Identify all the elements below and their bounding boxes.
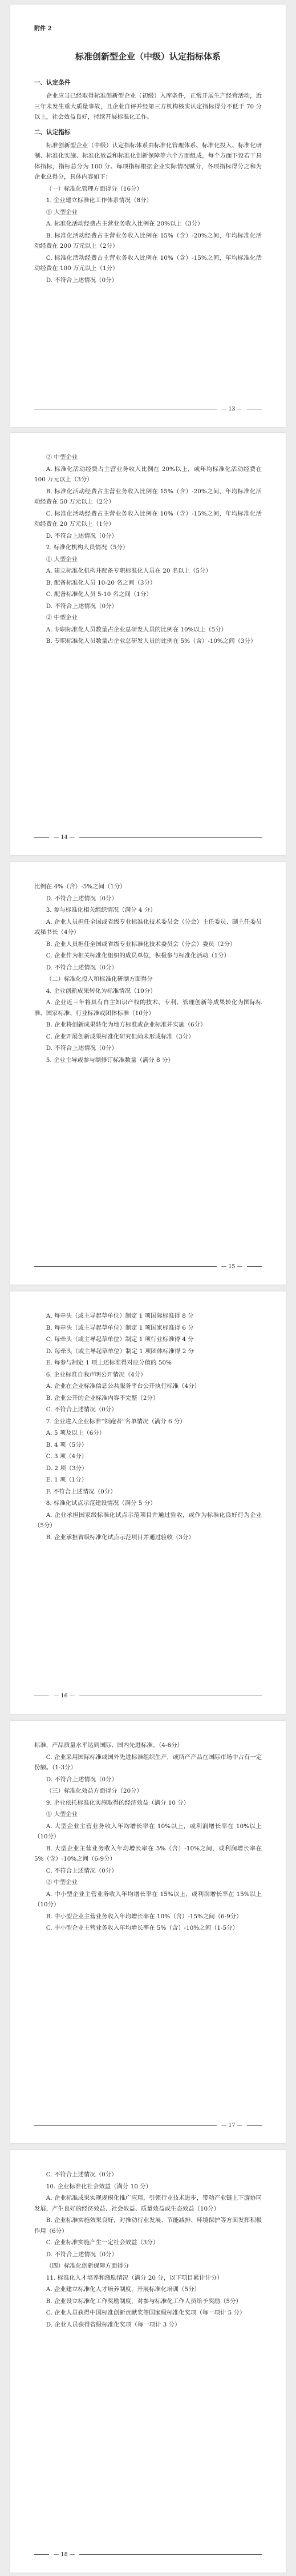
page-content <box>10 862 286 1065</box>
paragraph: B. 标准化活动经费占主营业务收入比例在 15%（含）-20%之间，年均标准化活动经费在 50 万元以上（2分） <box>34 488 262 506</box>
paragraph: D. 不符合上述情况（0分） <box>46 2251 117 2258</box>
paragraph: E. 1 项（1分） <box>46 1476 88 1484</box>
paragraph: （四）标准化创新保障方面得分 <box>46 2263 129 2270</box>
paragraph: 1. 企业建立标准化工作体系情况（8分） <box>46 197 152 204</box>
paragraph: A. 标准化活动经费占主营业务收入比例在 20%以上（3分） <box>46 220 204 228</box>
page-footer <box>34 1263 262 1270</box>
paragraph: B. 大型企业主营业务收入年均增长率在 5%（含）-10%之间，或利润增长率在 5%（含）-10%之间（6-9分） <box>34 1845 262 1863</box>
paragraph: B. 企业设立标准化工作奖励制度，对参与标准化工作人员给予奖励（5分） <box>46 2297 242 2305</box>
page-content <box>10 433 286 647</box>
footer-rule <box>34 2125 217 2126</box>
paragraph: ① 大型企业 <box>46 556 78 563</box>
page-number: — 15 — <box>221 1263 242 1270</box>
document-page <box>10 5 286 427</box>
paragraph: C. 3 项（4分） <box>46 1453 88 1460</box>
paragraph: 11. 标准化人才培养和激励情况（满分 20 分，以下项目累计计分） <box>46 2274 223 2281</box>
document-page <box>10 1291 286 1714</box>
paragraph: D. 不符合上述情况（0分） <box>46 1776 117 1783</box>
paragraph: A. 5 项及以上（6分） <box>46 1430 106 1437</box>
page-number: — 14 — <box>54 834 75 840</box>
paragraph: ② 中型企业 <box>46 614 78 622</box>
paragraph: D. 不符合上述情况（0分） <box>46 276 117 284</box>
page-footer <box>34 406 262 412</box>
page-footer <box>34 834 262 840</box>
paragraph: 8. 标准化试点示范建设情况（满分 5 分） <box>46 1500 156 1507</box>
paragraph: 5. 企业主导或参与制修订标准数量（满分 8 分） <box>46 1056 174 1064</box>
paragraph: C. 不符合上述情况（0分） <box>46 1867 117 1874</box>
paragraph: B. 企业承担省级标准化试点示范项目并通过验收（3分） <box>46 1533 194 1541</box>
document-title: 标准创新型企业（中级）认定指标体系 <box>75 51 221 62</box>
paragraph: A. 每牵头（或主导起草单位）制定 1 项国际标准得 8 分 <box>46 1313 194 1319</box>
page-number: — 17 — <box>221 2122 242 2128</box>
paragraph: 6. 企业标准自我声明公开情况（4分） <box>46 1371 147 1378</box>
paragraph: C. 企业作为相关标准化组织的成员单位，积极参与标准化活动（1分） <box>46 952 230 960</box>
footer-rule <box>79 837 262 838</box>
footer-rule <box>34 2554 49 2555</box>
paragraph: B. 企业人员担任全国或省级专业标准化技术委员会（分会）委员（2分） <box>46 940 236 948</box>
paragraph: B. 企业将创新成果转化为地方标准或企业标准并实施（6分） <box>46 1021 206 1029</box>
paragraph: B. 企业标准实施效果良好，对推动行业发展、节能减排、环境保护等方面发挥积极作用（6分） <box>34 2217 262 2235</box>
document-page <box>10 2150 286 2573</box>
paragraph: A. 企业在企业标准信息公共服务平台公开执行标准（4分） <box>46 1383 200 1390</box>
paragraph: 比例在 4%（含）-5%之间（1分） <box>34 883 126 890</box>
paragraph: 企业应当已经取得标准创新型企业（初级）入库条件，正常开展生产经营活动，近三年未发生重大质量事故，且企业自评并经第三方机构核实认定指标得分不低于 70 分以上，社会效益良好，持续开展标准化工作。 <box>34 92 262 121</box>
paragraph: B. 企业公开的企业标准内容不完整（2分） <box>46 1394 159 1402</box>
paragraph: A. 建立标准化机构并配备专职标准化人员在 20 名以上（5分） <box>46 567 212 575</box>
paragraph: A. 企业人员担任全国或省级专业标准化技术委员会（分会）主任委员、副主任委员或秘书长（4分） <box>34 918 262 936</box>
paragraph: ① 大型企业 <box>46 1811 78 1818</box>
paragraph: A. 企业建立标准化人才培养制度，开展标准化培训（5分） <box>46 2286 200 2293</box>
paragraph: C. 企业人员获得中国标准创新贡献奖等国家级标准化奖项（每一项计 5 分） <box>46 2309 246 2317</box>
page-number: — 13 — <box>221 406 242 412</box>
paragraph: D. 不符合上述情况（0分） <box>46 895 117 902</box>
paragraph: 4. 企业创新成果转化为标准情况（10分） <box>46 987 156 995</box>
page-number: — 18 — <box>54 2551 75 2558</box>
page-footer <box>34 1693 262 1699</box>
paragraph: B. 配备标准化人员 10-20 名之间（3分） <box>46 579 156 586</box>
paragraph: （二）标准化投入和标准化研制方面得分 <box>46 976 153 983</box>
paragraph: D. 不符合上述情况（0分） <box>46 602 117 610</box>
paragraph: E. 每参与制定 1 项上述标准得对应分值的 50% <box>46 1359 172 1367</box>
paragraph: A. 大型企业主营业务收入年均增长率在 10%以上，或利润增长率在 10%以上（10分） <box>34 1822 262 1841</box>
paragraph: D. 不符合上述情况（0分） <box>46 964 117 971</box>
section-heading: 一、认定条件 <box>34 79 71 87</box>
paragraph: B. 中小型企业主营业务收入年均增长率在 10%（含）-15%之间（6-9分） <box>46 1913 242 1920</box>
page-content <box>10 1721 286 1934</box>
paragraph: A. 企业标准成果实现规模化推广应用，引领行业技术进步，带动产业链上下游协同发展，产生良好的经济效益、社会效益、质量效益或生态效益（10分） <box>34 2195 262 2212</box>
paragraph: D. 不符合上述情况（0分） <box>46 1045 117 1052</box>
footer-rule <box>34 837 49 838</box>
paragraph: 标准，产品质量水平达到国际、国内先进标准。（4-6分） <box>34 1742 183 1749</box>
paragraph: C. 不符合上述情况（0分） <box>46 1406 117 1414</box>
paragraph: C. 配备标准化人员 5-10 名之间（1分） <box>46 591 152 598</box>
section-heading: 二、认定指标 <box>34 128 71 136</box>
paragraph: D. 不符合上述情况（0分） <box>46 532 117 540</box>
paragraph: 7. 企业进入企业标准“领跑者”名单情况（满分 6 分） <box>46 1418 186 1425</box>
paragraph: A. 专职标准化人员数量占企业总研发人员的比例在 10%以上（5分） <box>46 626 228 633</box>
paragraph: B. 每牵头（或主导起草单位）制定 1 项国家标准得 6 分 <box>46 1324 194 1331</box>
paragraph: C. 标准化活动经费占主营业务收入比例在 10%（含）-15%之间，年均标准化活动经费在 100 万元以上（1分） <box>34 254 262 272</box>
page-number: — 16 — <box>54 1693 75 1699</box>
footer-rule <box>247 2125 262 2126</box>
paragraph: A. 标准化活动经费占主营业务收入比例在 20%以上，或年均标准化活动经费在 100 万元以上（3分） <box>34 465 262 484</box>
page-footer <box>34 2122 262 2128</box>
page-content <box>10 5 286 285</box>
paragraph: A. 企业承担国家级标准化试点示范项目并通过验收，或作为标准化良好行为企业（5分） <box>34 1511 262 1530</box>
document-page <box>10 433 286 855</box>
document-page <box>10 1721 286 2143</box>
page-content <box>10 2150 286 2330</box>
paragraph: ② 中型企业 <box>46 1879 78 1886</box>
footer-rule <box>79 2554 262 2555</box>
paragraph: C. 不符合上述情况（0分） <box>46 2171 117 2178</box>
paragraph: C. 企业标准实施产生一定社会效益（3分） <box>46 2239 159 2247</box>
paragraph: 10. 企业标准化社会效益（满分 10 分） <box>46 2183 152 2190</box>
paragraph: B. 专职标准化人员数量占企业总研发人员的比例在 5%（含）-10%之间（3分） <box>46 638 257 645</box>
document-page <box>10 862 286 1285</box>
paragraph: D. 每牵头（或主导起草单位）制定 1 项团体标准得 2 分 <box>46 1347 194 1355</box>
paragraph: B. 4 项（5分） <box>46 1441 88 1448</box>
footer-rule <box>34 1266 217 1267</box>
footer-rule <box>247 1266 262 1267</box>
paragraph: 标准创新型企业（中级）认定指标体系由标准化管理体系、标准化投入、标准化研制、标准化实施、标准化效益和标准化创新保障等六个方面组成，每个方面下设若干具体指标，指标总分为 100 分。每项指标根据企业实际情况赋分，各项指标得分之和为企业总得分，具体内容如下： <box>34 142 262 181</box>
paragraph: C. 企业开展创新成果标准化研究但尚未形成标准（3分） <box>46 1033 194 1040</box>
paragraph: ② 中型企业 <box>46 454 78 461</box>
page-footer <box>34 2551 262 2558</box>
paragraph: C. 企业采用国际标准或国外先进标准组织生产，或所产产品在国际市场中占有一定份额。（1-3分） <box>34 1753 262 1772</box>
paragraph: 3. 参与标准化相关组织情况（满分 4 分） <box>46 907 156 914</box>
attachment-number: 附件 2 <box>34 26 52 32</box>
paragraph: 9. 企业依托标准化实施取得的经济效益（满分 10 分） <box>46 1799 190 1806</box>
paragraph: （一）标准化管理方面得分（16分） <box>46 185 143 192</box>
paragraph: C. 每牵头（或主导起草单位）制定 1 项行业标准得 4 分 <box>46 1336 194 1343</box>
paragraph: D. 企业人员获得省级标准化奖项（每一项计 3 分） <box>46 2321 181 2328</box>
paragraph: （三）标准化效益方面得分（20分） <box>46 1788 143 1795</box>
paragraph: C. 标准化活动经费占主营业务收入比例在 10%（含）-15%之间，年均标准化活动经费在 20 万元以上（1分） <box>34 510 262 528</box>
page-content <box>10 1291 286 1543</box>
paragraph: 2. 标准化机构人员情况（5分） <box>46 544 129 552</box>
paragraph: A. 企业近三年将具有自主知识产权的技术、专利、管理创新等成果转化为国际标准、国家标准、行业标准或团体标准（10分） <box>34 999 262 1017</box>
paragraph: ① 大型企业 <box>46 208 78 216</box>
paragraph: F. 不符合上述情况（0分） <box>46 1488 116 1495</box>
paragraph: B. 标准化活动经费占主营业务收入比例在 15%（含）-20%之间，年均标准化活动经费在 200 万元以上（2分） <box>34 232 262 250</box>
paragraph: D. 2 项（3分） <box>46 1464 88 1472</box>
paragraph: A. 中小型企业主营业务收入年均增长率在 15%以上，或利润增长率在 15%以上（10分） <box>34 1890 262 1909</box>
paragraph: C. 中小型企业主营业务收入年均增长率在 5%（含）-10%之间（1-5分） <box>46 1925 238 1932</box>
